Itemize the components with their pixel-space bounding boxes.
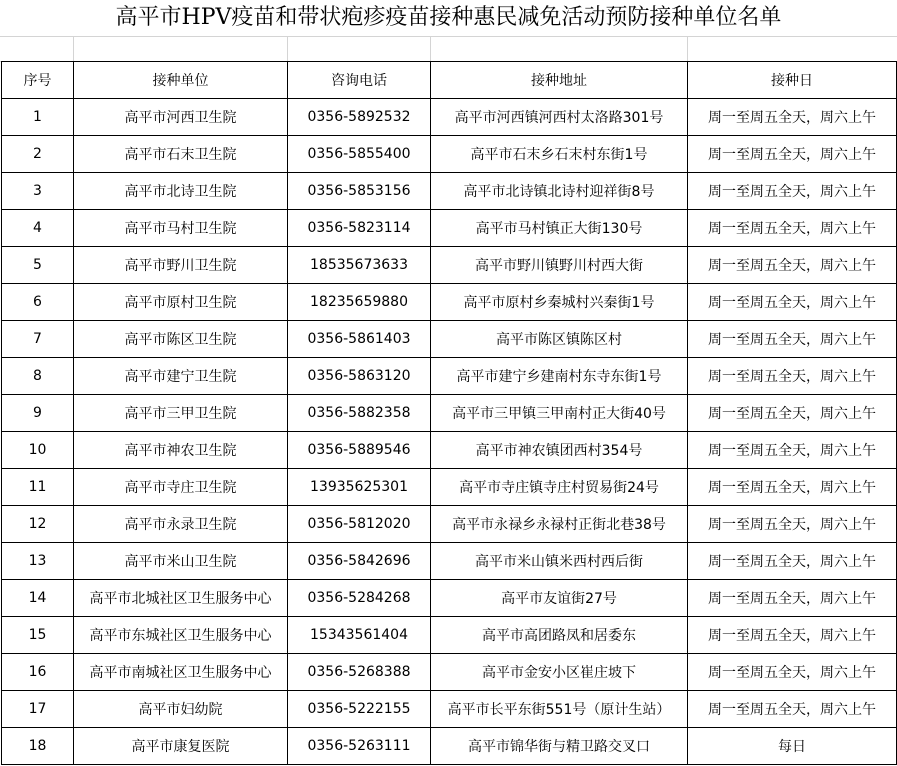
cell-address: 高平市野川镇野川村西大街 — [431, 247, 688, 284]
table-body — [2, 99, 897, 765]
spreadsheet-empty-row — [0, 36, 897, 62]
cell-phone: 0356-5222155 — [288, 691, 431, 728]
cell-unit: 高平市北城社区卫生服务中心 — [74, 580, 288, 617]
cell-index: 13 — [2, 543, 74, 580]
table-row — [2, 210, 897, 247]
cell-address: 高平市友谊街27号 — [431, 580, 688, 617]
cell-unit: 高平市北诗卫生院 — [74, 173, 288, 210]
cell-index: 7 — [2, 321, 74, 358]
table-row — [2, 99, 897, 136]
column-header-unit: 接种单位 — [74, 62, 288, 99]
table-row — [2, 543, 897, 580]
table-row — [2, 173, 897, 210]
table-row — [2, 654, 897, 691]
cell-schedule: 周一至周五全天，周六上午 — [688, 654, 897, 691]
cell-index: 4 — [2, 210, 74, 247]
cell-address: 高平市米山镇米西村西后街 — [431, 543, 688, 580]
cell-unit: 高平市野川卫生院 — [74, 247, 288, 284]
cell-unit: 高平市神农卫生院 — [74, 432, 288, 469]
table-row — [2, 358, 897, 395]
cell-phone: 0356-5268388 — [288, 654, 431, 691]
cell-phone: 13935625301 — [288, 469, 431, 506]
cell-schedule: 周一至周五全天，周六上午 — [688, 173, 897, 210]
cell-phone: 18235659880 — [288, 284, 431, 321]
grid-line — [73, 37, 74, 61]
column-header-address: 接种地址 — [431, 62, 688, 99]
table-row — [2, 691, 897, 728]
cell-address: 高平市高团路凤和居委东 — [431, 617, 688, 654]
page-title: 高平市HPV疫苗和带状疱疹疫苗接种惠民减免活动预防接种单位名单 — [115, 5, 782, 30]
cell-index: 18 — [2, 728, 74, 765]
cell-unit: 高平市东城社区卫生服务中心 — [74, 617, 288, 654]
vaccination-unit-table — [1, 61, 897, 765]
table-row — [2, 321, 897, 358]
cell-phone: 15343561404 — [288, 617, 431, 654]
table-row — [2, 580, 897, 617]
cell-unit: 高平市康复医院 — [74, 728, 288, 765]
cell-unit: 高平市永录卫生院 — [74, 506, 288, 543]
cell-address: 高平市长平东街551号（原计生站） — [431, 691, 688, 728]
cell-address: 高平市金安小区崔庄坡下 — [431, 654, 688, 691]
cell-address: 高平市马村镇正大街130号 — [431, 210, 688, 247]
cell-unit: 高平市马村卫生院 — [74, 210, 288, 247]
table-row — [2, 728, 897, 765]
cell-phone: 0356-5284268 — [288, 580, 431, 617]
cell-schedule: 周一至周五全天，周六上午 — [688, 691, 897, 728]
table-row — [2, 506, 897, 543]
cell-index: 6 — [2, 284, 74, 321]
cell-index: 1 — [2, 99, 74, 136]
cell-schedule: 周一至周五全天，周六上午 — [688, 210, 897, 247]
cell-index: 11 — [2, 469, 74, 506]
cell-index: 8 — [2, 358, 74, 395]
cell-index: 3 — [2, 173, 74, 210]
cell-schedule: 周一至周五全天，周六上午 — [688, 395, 897, 432]
cell-schedule: 周一至周五全天，周六上午 — [688, 284, 897, 321]
cell-phone: 0356-5882358 — [288, 395, 431, 432]
cell-schedule: 周一至周五全天，周六上午 — [688, 432, 897, 469]
cell-phone: 0356-5263111 — [288, 728, 431, 765]
cell-unit: 高平市妇幼院 — [74, 691, 288, 728]
cell-schedule: 周一至周五全天，周六上午 — [688, 617, 897, 654]
cell-phone: 0356-5812020 — [288, 506, 431, 543]
column-header-schedule: 接种日 — [688, 62, 897, 99]
cell-address: 高平市锦华街与精卫路交叉口 — [431, 728, 688, 765]
table-row — [2, 136, 897, 173]
cell-index: 2 — [2, 136, 74, 173]
cell-unit: 高平市米山卫生院 — [74, 543, 288, 580]
cell-unit: 高平市寺庄卫生院 — [74, 469, 288, 506]
cell-index: 17 — [2, 691, 74, 728]
grid-line — [287, 37, 288, 61]
cell-phone: 0356-5863120 — [288, 358, 431, 395]
cell-phone: 18535673633 — [288, 247, 431, 284]
cell-index: 5 — [2, 247, 74, 284]
cell-unit: 高平市原村卫生院 — [74, 284, 288, 321]
cell-schedule: 周一至周五全天，周六上午 — [688, 469, 897, 506]
cell-unit: 高平市建宁卫生院 — [74, 358, 288, 395]
column-header-index: 序号 — [2, 62, 74, 99]
cell-address: 高平市石末乡石末村东街1号 — [431, 136, 688, 173]
cell-schedule: 周一至周五全天，周六上午 — [688, 543, 897, 580]
cell-unit: 高平市石末卫生院 — [74, 136, 288, 173]
table-row — [2, 469, 897, 506]
cell-schedule: 周一至周五全天，周六上午 — [688, 358, 897, 395]
cell-address: 高平市北诗镇北诗村迎祥街8号 — [431, 173, 688, 210]
cell-schedule: 周一至周五全天，周六上午 — [688, 506, 897, 543]
cell-schedule: 每日 — [688, 728, 897, 765]
cell-schedule: 周一至周五全天，周六上午 — [688, 99, 897, 136]
cell-address: 高平市寺庄镇寺庄村贸易街24号 — [431, 469, 688, 506]
cell-phone: 0356-5853156 — [288, 173, 431, 210]
cell-schedule: 周一至周五全天，周六上午 — [688, 580, 897, 617]
grid-line — [430, 37, 431, 61]
cell-phone: 0356-5861403 — [288, 321, 431, 358]
cell-index: 10 — [2, 432, 74, 469]
cell-address: 高平市陈区镇陈区村 — [431, 321, 688, 358]
cell-address: 高平市原村乡秦城村兴秦街1号 — [431, 284, 688, 321]
cell-unit: 高平市河西卫生院 — [74, 99, 288, 136]
cell-unit: 高平市三甲卫生院 — [74, 395, 288, 432]
cell-unit: 高平市南城社区卫生服务中心 — [74, 654, 288, 691]
table-row — [2, 617, 897, 654]
cell-address: 高平市河西镇河西村太洛路301号 — [431, 99, 688, 136]
table-row — [2, 395, 897, 432]
cell-schedule: 周一至周五全天，周六上午 — [688, 247, 897, 284]
cell-address: 高平市三甲镇三甲南村正大街40号 — [431, 395, 688, 432]
table-row — [2, 432, 897, 469]
cell-index: 12 — [2, 506, 74, 543]
column-header-phone: 咨询电话 — [288, 62, 431, 99]
cell-index: 16 — [2, 654, 74, 691]
cell-schedule: 周一至周五全天，周六上午 — [688, 321, 897, 358]
cell-phone: 0356-5842696 — [288, 543, 431, 580]
grid-line — [687, 37, 688, 61]
cell-address: 高平市永禄乡永禄村正街北巷38号 — [431, 506, 688, 543]
table-header-row — [2, 62, 897, 99]
cell-schedule: 周一至周五全天，周六上午 — [688, 136, 897, 173]
table-row — [2, 284, 897, 321]
cell-index: 14 — [2, 580, 74, 617]
cell-unit: 高平市陈区卫生院 — [74, 321, 288, 358]
cell-index: 15 — [2, 617, 74, 654]
cell-phone: 0356-5855400 — [288, 136, 431, 173]
cell-phone: 0356-5823114 — [288, 210, 431, 247]
cell-index: 9 — [2, 395, 74, 432]
table-row — [2, 247, 897, 284]
cell-address: 高平市神农镇团西村354号 — [431, 432, 688, 469]
cell-address: 高平市建宁乡建南村东寺东街1号 — [431, 358, 688, 395]
cell-phone: 0356-5889546 — [288, 432, 431, 469]
cell-phone: 0356-5892532 — [288, 99, 431, 136]
